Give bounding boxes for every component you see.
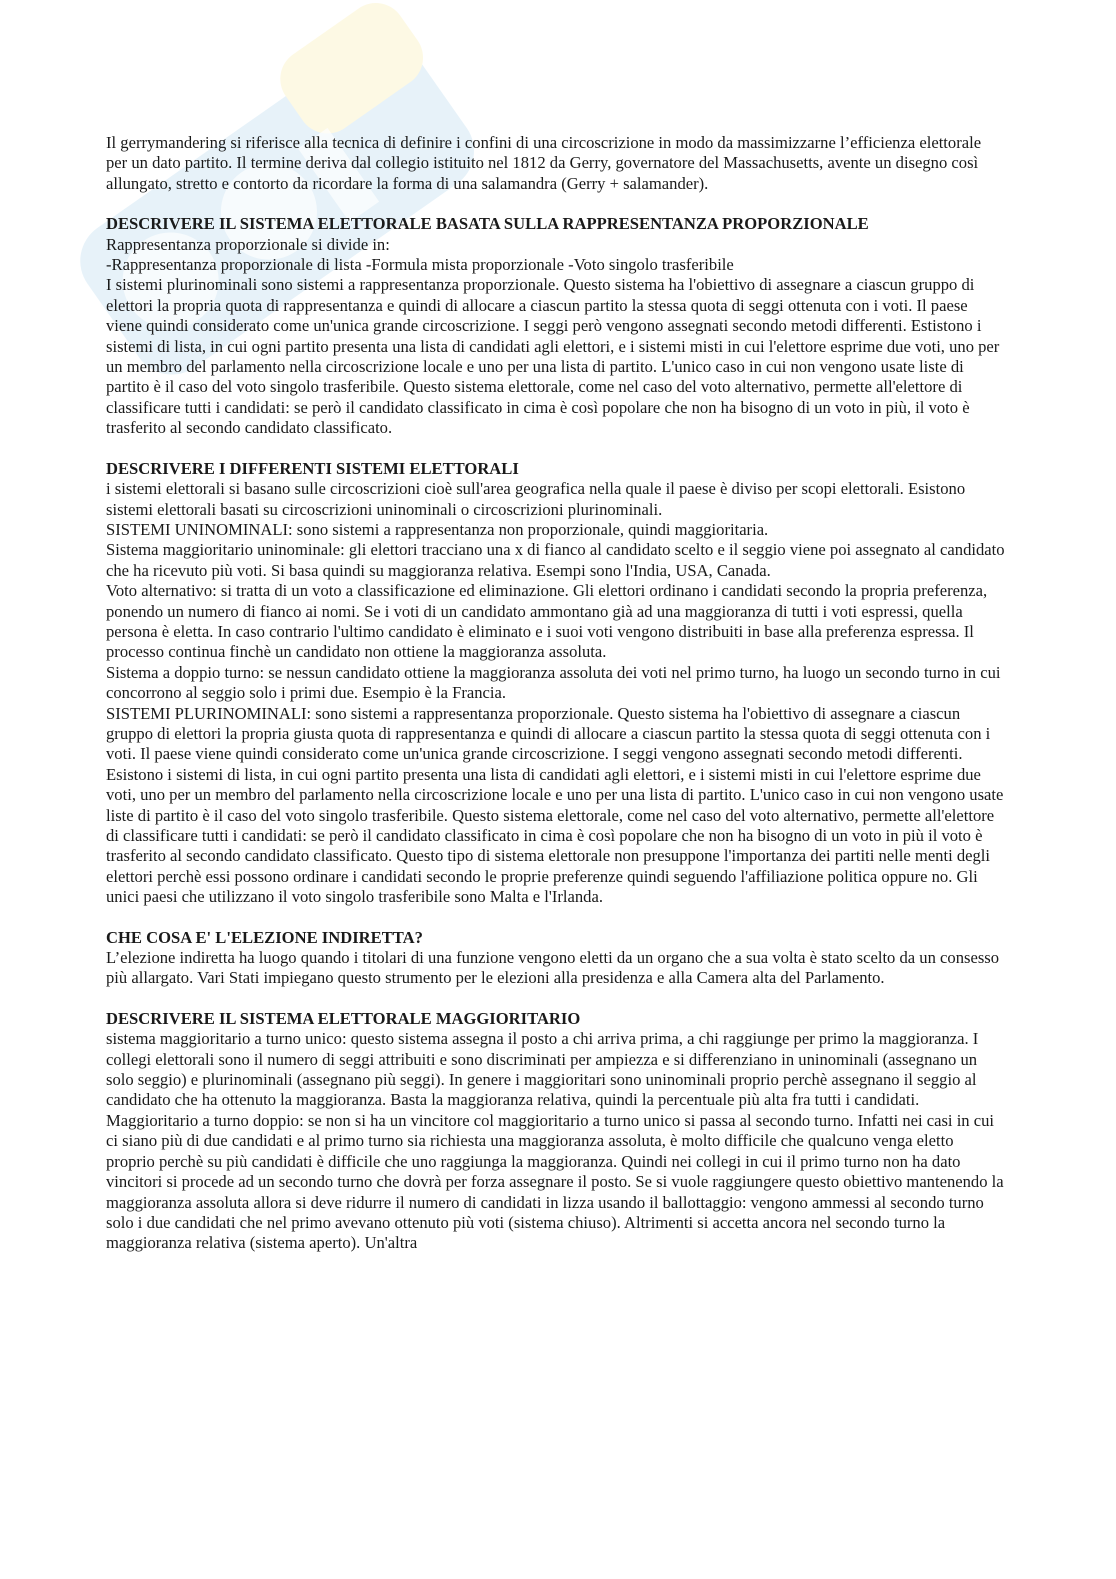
section-majoritarian: [106, 1009, 1006, 1254]
document-page: [106, 133, 1006, 1254]
section-proportional: [106, 214, 1006, 438]
section-heading: DESCRIVERE IL SISTEMA ELETTORALE BASATA SULLA RAPPRESENTANZA PROPORZIONALE: [106, 214, 869, 234]
section-paragraph: Sistema maggioritario uninominale: gli elettori tracciano una x di fianco al candidato scelto e il seggio viene poi assegnato al candidato che ha ricevuto più voti. Si basa quindi su maggioranza relativa. Esempi sono l'India, USA, Canada.: [106, 540, 1005, 580]
section-paragraph: Rappresentanza proporzionale si divide in:: [106, 234, 390, 254]
section-paragraph: sistema maggioritario a turno unico: questo sistema assegna il posto a chi arriva prima, a chi raggiunge per primo la maggioranza. I collegi elettorali sono il numero di seggi attribuiti e sono discriminati per ampiezza e si differenziano in uninominali (assegnano un solo seggio) e plurinominali (assegnano più seggi). In genere i maggioritari sono uninominali proprio perchè assegnano il seggio al candidato che ha ottenuto la maggioranza. Basta la maggioranza relativa, quindi la percentuale più alta fra tutti i candidati.: [106, 1029, 979, 1110]
section-paragraph: L’elezione indiretta ha luogo quando i titolari di una funzione vengono eletti da un organo che a sua volta è stato scelto da un consesso più allargato. Vari Stati impiegano questo strumento per le elezioni alla presidenza e alla Camera alta del Parlamento.: [106, 948, 1000, 988]
section-paragraph: Sistema a doppio turno: se nessun candidato ottiene la maggioranza assoluta dei voti nel primo turno, ha luogo un secondo turno in cui concorrono al seggio solo i primi due. Esempio è la Francia.: [106, 662, 1001, 703]
section-paragraph: I sistemi plurinominali sono sistemi a rappresentanza proporzionale. Questo sistema ha l'obiettivo di assegnare a ciascun gruppo di elettori la propria quota di rappresentanza e quindi di allocare a ciascun partito la stessa quota di seggi ottenuta con i voti. Il paese viene quindi considerato come un'unica grande circoscrizione. I seggi però vengono assegnati secondo metodi differenti. Estistono i sistemi di lista, in cui ogni partito presenta una lista di candidati agli elettori, e i sistemi misti in cui l'elettore esprime due voti, uno per un membro del parlamento nella circoscrizione locale e uno per una lista di partito. L'unico caso in cui non vengono usate liste di partito è il caso del voto singolo trasferibile. Questo sistema elettorale, come nel caso del voto alternativo, permette all'elettore di classificare tutti i candidati: se però il candidato classificato in cima è così popolare che non ha bisogno di un voto in più, il voto è trasferito al secondo candidato classificato.: [106, 275, 1000, 438]
section-paragraph: i sistemi elettorali si basano sulle circoscrizioni cioè sull'area geografica nella quale il paese è diviso per scopi elettorali. Esistono sistemi elettorali basati su circoscrizioni uninominali o circoscrizioni plurinominali.: [106, 479, 966, 519]
section-paragraph: Voto alternativo: si tratta di un voto a classificazione ed eliminazione. Gli elettori ordinano i candidati secondo la propria preferenza, ponendo un numero di fianco ai nomi. Se i voti di un candidato ammontano già ad una maggioranza di tutti i voti espressi, quella persona è eletta. In caso contrario l'ultimo candidato è eliminato e i suoi voti vengono distribuiti in base alla preferenza espressa. Il processo continua finchè un candidato non ottiene la maggioranza assoluta.: [106, 581, 988, 662]
section-paragraph: Maggioritario a turno doppio: se non si ha un vincitore col maggioritario a turno unico si passa al secondo turno. Infatti nei casi in cui ci siano più di due candidati e al primo turno sia richiesta una maggioranza assoluta, è molto difficile che qualcuno venga eletto proprio perchè su più candidati è difficile che uno raggiunga la maggioranza. Quindi nei collegi in cui il primo turno non ha dato vincitori si procede ad un secondo turno che dovrà per forza assegnare il posto. Se si vuole raggiungere questo obiettivo mantenendo la maggioranza assoluta allora si deve ridurre il numero di candidati in lizza usando il ballottaggio: vengono ammessi al secondo turno solo i due candidati che nel primo avevano ottenuto più voti (sistema chiuso). Altrimenti si accetta ancora nel secondo turno la maggioranza relativa (sistema aperto). Un'altra: [106, 1110, 1004, 1253]
section-heading: CHE COSA E' L'ELEZIONE INDIRETTA?: [106, 927, 423, 947]
section-heading: DESCRIVERE I DIFFERENTI SISTEMI ELETTORALI: [106, 458, 519, 478]
section-indirect-election: [106, 928, 1006, 989]
section-paragraph: SISTEMI UNINOMINALI: sono sistemi a rappresentanza non proporzionale, quindi maggioritaria.: [106, 519, 769, 539]
section-heading: DESCRIVERE IL SISTEMA ELETTORALE MAGGIORITARIO: [106, 1008, 581, 1028]
section-paragraph: -Rappresentanza proporzionale di lista -Formula mista proporzionale -Voto singolo trasferibile: [106, 255, 734, 275]
section-electoral-systems: [106, 459, 1006, 908]
intro-paragraph: Il gerrymandering si riferisce alla tecnica di definire i confini di una circoscrizione in modo da massimizzarne l’efficienza elettorale per un dato partito. Il termine deriva dal collegio istituito nel 1812 da Gerry, governatore del Massachusetts, avente un disegno così allungato, stretto e contorto da ricordare la forma di una salamandra (Gerry + salamander).: [106, 133, 982, 193]
section-paragraph: SISTEMI PLURINOMINALI: sono sistemi a rappresentanza proporzionale. Questo sistema ha l'obiettivo di assegnare a ciascun gruppo di elettori la propria giusta quota di rappresentanza e quindi di allocare a ciascun partito la stessa quota di seggi ottenuta con i voti. Il paese viene quindi considerato come un'unica grande circoscrizione. I seggi vengono assegnati secondo metodi differenti. Esistono i sistemi di lista, in cui ogni partito presenta una lista di candidati agli elettori, e i sistemi misti in cui l'elettore esprime due voti, uno per un membro del parlamento nella circoscrizione locale e uno per una lista di partito. L'unico caso in cui non vengono usate liste di partito è il caso del voto singolo trasferibile. Questo sistema elettorale, come nel caso del voto alternativo, permette all'elettore di classificare tutti i candidati: se però il candidato classificato in cima è così popolare che non ha bisogno di un voto in più il voto è trasferito al secondo candidato classificato. Questo tipo di sistema elettorale non presuppone l'importanza dei partiti nelle menti degli elettori perchè essi possono ordinare i candidati secondo le proprie preferenze quindi seguendo l'affiliazione politica oppure no. Gli unici paesi che utilizzano il voto singolo trasferibile sono Malta e l'Irlanda.: [106, 703, 1004, 907]
